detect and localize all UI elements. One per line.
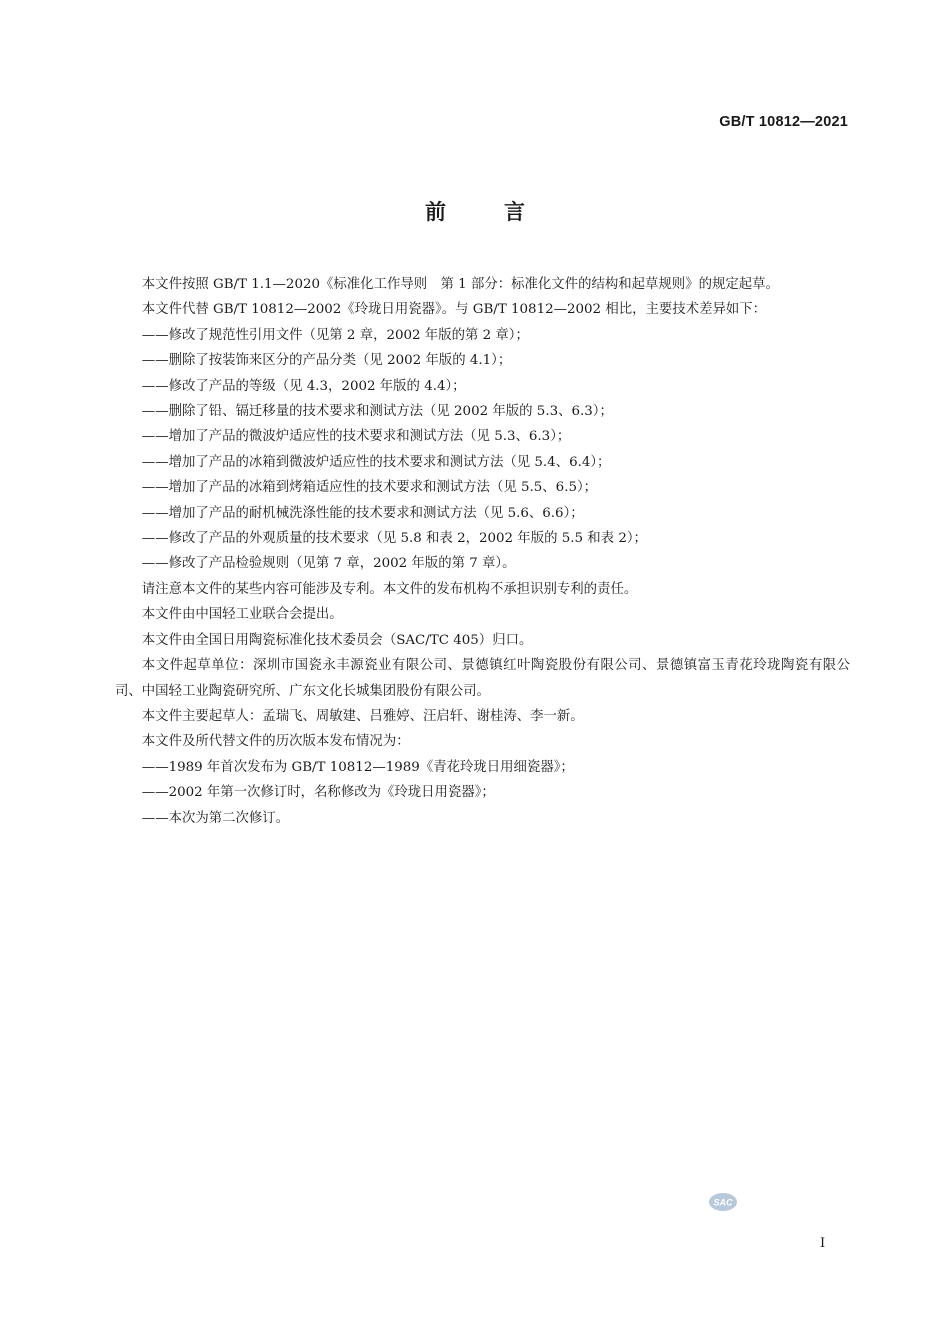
list-item: ——2002 年第一次修订时，名称修改为《玲珑日用瓷器》； <box>141 785 495 801</box>
list-item: ——增加了产品的冰箱到微波炉适应性的技术要求和测试方法（见 5.4、6.4）； <box>141 454 611 470</box>
paragraph-drafting-rules: 本文件按照 GB/T 1.1—2020《标准化工作导则 第 1 部分：标准化文件的结构和起草规则》的规定起草。 <box>141 277 779 292</box>
sac-watermark-logo <box>708 1192 738 1212</box>
changes-list <box>115 323 850 577</box>
document-body <box>115 272 850 831</box>
list-item: ——增加了产品的耐机械洗涤性能的技术要求和测试方法（见 5.6、6.6）； <box>141 505 584 521</box>
page-number: I <box>820 1236 826 1251</box>
list-item: ——删除了铅、镉迁移量的技术要求和测试方法（见 2002 年版的 5.3、6.3）； <box>141 404 613 420</box>
list-item: ——修改了产品的等级（见 4.3，2002 年版的 4.4）； <box>141 378 466 394</box>
list-item: ——增加了产品的冰箱到烤箱适应性的技术要求和测试方法（见 5.5、6.5）； <box>141 480 598 496</box>
paragraph-committee: 本文件由全国日用陶瓷标准化技术委员会（SAC/TC 405）归口。 <box>141 632 533 648</box>
history-list <box>115 755 850 831</box>
list-item: ——修改了规范性引用文件（见第 2 章，2002 年版的第 2 章）； <box>141 327 529 343</box>
standard-code: GB/T 10812—2021 <box>719 114 848 130</box>
list-item: ——1989 年首次发布为 GB/T 10812—1989《青花玲珑日用细瓷器》； <box>141 759 574 775</box>
paragraph-history-intro: 本文件及所代替文件的历次版本发布情况为： <box>141 734 410 750</box>
paragraph-replaces: 本文件代替 GB/T 10812—2002《玲珑日用瓷器》。与 GB/T 10812—2002 相比，主要技术差异如下： <box>141 302 767 318</box>
paragraph-patent-notice: 请注意本文件的某些内容可能涉及专利。本文件的发布机构不承担识别专利的责任。 <box>141 581 638 597</box>
list-item: ——删除了按装饰来区分的产品分类（见 2002 年版的 4.1）； <box>141 353 512 369</box>
page-title: 前言 <box>425 200 583 224</box>
list-item: ——本次为第二次修订。 <box>141 810 290 826</box>
list-item: ——修改了产品的外观质量的技术要求（见 5.8 和表 2，2002 年版的 5.5 和表 2）； <box>141 531 647 547</box>
list-item: ——增加了产品的微波炉适应性的技术要求和测试方法（见 5.3、6.3）； <box>141 429 571 445</box>
watermark-text: SAC <box>713 1197 733 1208</box>
paragraph-proposer: 本文件由中国轻工业联合会提出。 <box>141 607 343 623</box>
paragraph-drafters: 本文件主要起草人：孟瑞飞、周敏建、吕雅婷、汪启轩、谢桂涛、李一新。 <box>141 708 584 724</box>
list-item: ——修改了产品检验规则（见第 7 章，2002 年版的第 7 章）。 <box>141 556 516 572</box>
paragraph-drafting-units: 本文件起草单位：深圳市国瓷永丰源瓷业有限公司、景德镇红叶陶瓷股份有限公司、景德镇富玉青花玲珑陶瓷有限公司、中国轻工业陶瓷研究所、广东文化长城集团股份有限公司。 <box>115 658 850 699</box>
